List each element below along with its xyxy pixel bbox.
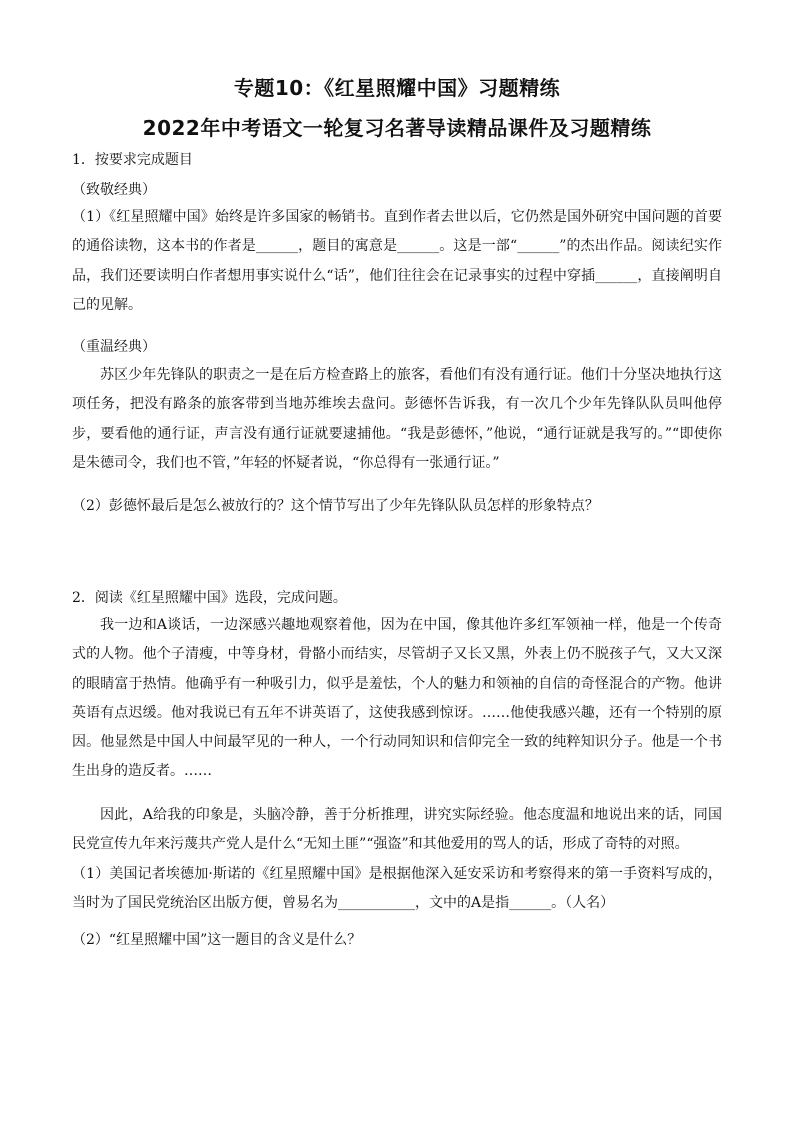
question-2-passage-2: 因此，A给我的印象是，头脑冷静，善于分析推理，讲究实际经验。他态度温和地说出来的话，同国民党宣传九年来污蔑共产党人是什么“无知土匪”“强盗”和其他爱用的骂人的话，形成了奇特的对照。 [72, 807, 722, 853]
document-subtitle: 2022年中考语文一轮复习名著导读精品课件及习题精练 [142, 116, 652, 140]
question-2-part-2: （2）“红星照耀中国”这一题目的含义是什么？ [72, 932, 362, 948]
question-1-part-2: （2）彭德怀最后是怎么被放行的？这个情节写出了少年先锋队队员怎样的形象特点？ [72, 498, 599, 514]
document-title: 专题10：《红星照耀中国》习题精练 [233, 76, 561, 100]
question-1-heading: 1．按要求完成题目 [72, 152, 193, 168]
question-2-passage-1: 我一边和A谈话，一边深感兴趣地观察着他，因为在中国，像其他许多红军领袖一样，他是一个传奇式的人物。他个子清瘦，中等身材，骨骼小而结实，尽管胡子又长又黑，外表上仍不脱孩子气，又大又深的眼睛富于热情。他确乎有一种吸引力，似乎是羞怯，个人的魅力和领袖的自信的奇怪混合的产物。他讲英语有点迟缓。他对我说已有五年不讲英语了，这使我感到惊讶。……他使我感兴趣，还有一个特别的原因。他显然是中国人中间最罕见的一种人，一个行动同知识和信仰完全一致的纯粹知识分子。他是一个书生出身的造反者。…… [72, 617, 722, 780]
question-2-part-1: （1）美国记者埃德加·斯诺的《红星照耀中国》是根据他深入延安采访和考察得来的第一手资料写成的，当时为了国民党统治区出版方便，曾易名为___________，文中的A是指______。（人名） [72, 866, 722, 912]
section-label-tribute: （致敬经典） [72, 182, 156, 198]
section-label-revisit: （重温经典） [72, 339, 156, 355]
question-1-part-1: （1）《红星照耀中国》始终是许多国家的畅销书。直到作者去世以后，它仍然是国外研究中国问题的首要的通俗读物，这本书的作者是______，题目的寓意是______。这是一部“______”的杰出作品。阅读纪实作品，我们还要读明白作者想用事实说什么“话”，他们往往会在记录事实的过程中穿插______，直接阐明自己的见解。 [72, 209, 722, 313]
question-1-passage: 苏区少年先锋队的职责之一是在后方检查路上的旅客，看他们有没有通行证。他们十分坚决地执行这项任务，把没有路条的旅客带到当地苏维埃去盘问。彭德怀告诉我，有一次几个少年先锋队队员叫他停步，要看他的通行证，声言没有通行证就要逮捕他。“我是彭德怀，”他说，“通行证就是我写的。”“即使你是朱德司令，我们也不管，”年轻的怀疑者说，“你总得有一张通行证。” [72, 367, 722, 471]
question-2-heading: 2．阅读《红星照耀中国》选段，完成问题。 [72, 590, 347, 606]
